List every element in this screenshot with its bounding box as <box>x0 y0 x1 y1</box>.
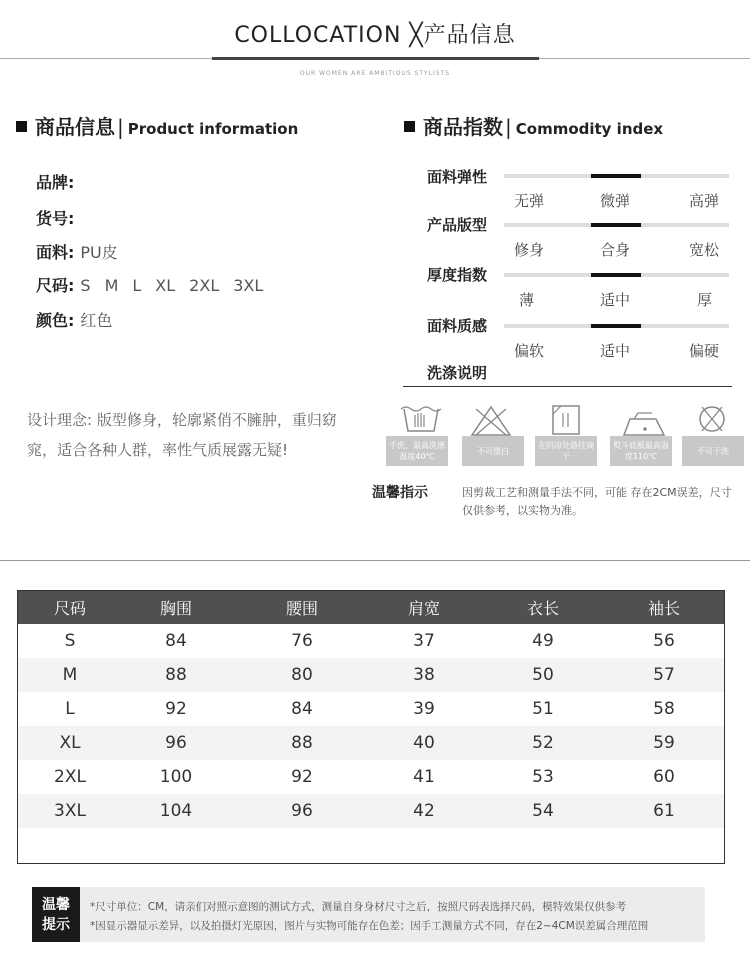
table-cell: 59 <box>653 733 675 753</box>
index-option: 适中 <box>600 291 631 309</box>
header-subtitle: OUR WOMEN ARE AMBITIOUS STYLISTS <box>299 70 451 77</box>
table-cell: 38 <box>413 665 435 685</box>
index-marker <box>591 273 641 277</box>
table-cell: XL <box>59 733 81 753</box>
table-row <box>18 760 724 794</box>
index-label-fit: 产品版型 <box>427 216 488 234</box>
no-dry-clean-icon <box>687 401 737 441</box>
tips-line-2: *因显示器显示差异，以及拍摄灯光原因，图片与实物可能存在色差；因手工测量方式不同，存在2~4CM误差属合理范围 <box>90 920 649 932</box>
table-cell: 40 <box>413 733 435 753</box>
page-header-title: COLLOCATION ╳产品信息 <box>234 23 516 48</box>
index-marker <box>591 223 641 227</box>
tips-line-1: *尺寸单位：CM，请亲们对照示意图的测试方式，测量自身身材尺寸之后，按照尺码表选择尺码，模特效果仅供参考 <box>90 901 627 913</box>
wash-instructions-label: 洗涤说明 <box>427 364 488 382</box>
table-cell: 80 <box>291 665 313 685</box>
color-row <box>36 308 112 331</box>
care-label-no-bleach: 不可漂白 <box>462 436 524 466</box>
index-option: 宽松 <box>689 241 720 259</box>
table-cell: 42 <box>413 801 435 821</box>
wash-divider <box>403 386 732 387</box>
table-cell: 92 <box>291 767 313 787</box>
notice-label: 温馨指示 <box>372 485 428 501</box>
table-cell: 2XL <box>54 767 86 787</box>
index-option: 微弹 <box>600 192 631 210</box>
index-option: 偏软 <box>514 342 545 360</box>
table-cell: M <box>62 665 78 685</box>
index-option: 高弹 <box>689 192 720 210</box>
index-option: 厚 <box>697 291 713 309</box>
table-cell: 54 <box>532 801 554 821</box>
care-label-iron: 熨斗底板最高温度110℃ <box>610 436 672 466</box>
tips-label-line2: 提示 <box>42 916 70 933</box>
header-cell: 袖长 <box>647 599 680 618</box>
table-row <box>18 692 724 726</box>
index-marker <box>591 324 641 328</box>
table-cell: 60 <box>653 767 675 787</box>
table-cell: 53 <box>532 767 554 787</box>
tips-label-line1: 温馨 <box>42 896 70 913</box>
product-info-title <box>16 111 298 140</box>
index-label-thickness: 厚度指数 <box>427 266 488 284</box>
table-cell: 58 <box>653 699 675 719</box>
table-cell: 52 <box>532 733 554 753</box>
table-cell: 39 <box>413 699 435 719</box>
table-cell: 37 <box>413 631 435 651</box>
index-option: 偏硬 <box>689 342 720 360</box>
header-accent-bar <box>212 57 539 60</box>
index-option: 薄 <box>519 291 535 309</box>
size-option: XL <box>155 276 176 295</box>
table-cell: 76 <box>291 631 313 651</box>
title-separator: | <box>505 115 512 139</box>
size-option: 2XL <box>189 276 220 295</box>
table-cell: 84 <box>165 631 187 651</box>
table-cell: 51 <box>532 699 554 719</box>
design-concept: 设计理念: 版型修身，轮廓紧俏不臃肿，重归窈窕，适合各种人群，率性气质展露无疑! <box>27 411 337 459</box>
care-label-hand-wash: 手洗，最高洗涤温度40℃ <box>386 436 448 466</box>
table-cell: 84 <box>291 699 313 719</box>
index-label-texture: 面料质感 <box>427 317 488 335</box>
table-cell: 50 <box>532 665 554 685</box>
fabric-label: 面料: <box>36 243 75 262</box>
table-cell: 100 <box>159 767 193 787</box>
no-bleach-icon <box>466 401 516 441</box>
sku-label: 货号: <box>36 209 75 228</box>
table-cell: 3XL <box>54 801 86 821</box>
index-option: 无弹 <box>514 192 545 210</box>
color-value: 红色 <box>80 311 113 330</box>
table-cell: 41 <box>413 767 435 787</box>
table-cell: 88 <box>165 665 187 685</box>
notice-text: 因剪裁工艺和测量手法不同，可能 存在2CM误差，尺寸仅供参考，以实物为准。 <box>462 486 732 517</box>
care-label-drip-dry: 在阴凉处悬挂滴干 <box>535 436 597 466</box>
commodity-index-title-en: Commodity index <box>515 120 664 138</box>
size-label: 尺码: <box>36 276 75 295</box>
table-cell: 56 <box>653 631 675 651</box>
tips-label <box>32 887 80 942</box>
square-bullet-icon <box>16 121 27 132</box>
size-option: L <box>132 276 142 295</box>
header-cell: 尺码 <box>53 599 86 618</box>
section-divider <box>0 560 750 561</box>
color-label: 颜色: <box>36 311 75 330</box>
title-separator: | <box>117 115 124 139</box>
fabric-value: PU皮 <box>80 243 118 262</box>
table-cell: 104 <box>159 801 193 821</box>
index-option: 适中 <box>600 342 631 360</box>
table-cell: 57 <box>653 665 675 685</box>
table-cell: 88 <box>291 733 313 753</box>
table-row <box>18 658 724 692</box>
size-option: M <box>104 276 119 295</box>
size-option: S <box>80 276 91 295</box>
index-option: 合身 <box>600 241 631 259</box>
header-cell: 衣长 <box>526 599 559 618</box>
header-cell: 腰围 <box>285 599 318 618</box>
index-marker <box>591 174 641 178</box>
table-cell: 61 <box>653 801 675 821</box>
brand-label: 品牌: <box>36 173 75 192</box>
table-row <box>18 726 724 760</box>
product-info-title-cn: 商品信息 <box>35 115 115 139</box>
table-row <box>18 794 724 828</box>
size-table-header <box>18 591 724 624</box>
table-cell: L <box>65 699 75 719</box>
hand-wash-icon <box>396 401 446 441</box>
table-cell: 49 <box>532 631 554 651</box>
drip-dry-shade-icon <box>541 401 591 441</box>
table-row <box>18 624 724 658</box>
square-bullet-icon <box>404 121 415 132</box>
table-cell: 96 <box>165 733 187 753</box>
product-info-title-en: Product information <box>127 120 299 138</box>
size-list <box>80 276 277 295</box>
fabric-row <box>36 240 118 263</box>
table-cell: 92 <box>165 699 187 719</box>
size-table <box>17 590 725 864</box>
table-cell: S <box>64 631 76 651</box>
sku-row <box>36 206 80 229</box>
care-label-no-dry-clean: 不可干洗 <box>682 436 744 466</box>
header-cell: 肩宽 <box>407 599 440 618</box>
table-cell: 96 <box>291 801 313 821</box>
index-label-elasticity: 面料弹性 <box>427 168 488 186</box>
commodity-index-title <box>404 111 663 140</box>
brand-row <box>36 170 80 193</box>
header-cell: 胸围 <box>159 599 192 618</box>
commodity-index-title-cn: 商品指数 <box>423 115 503 139</box>
size-row <box>36 273 277 296</box>
size-option: 3XL <box>233 276 264 295</box>
tips-background <box>32 887 705 942</box>
index-option: 修身 <box>514 241 545 259</box>
